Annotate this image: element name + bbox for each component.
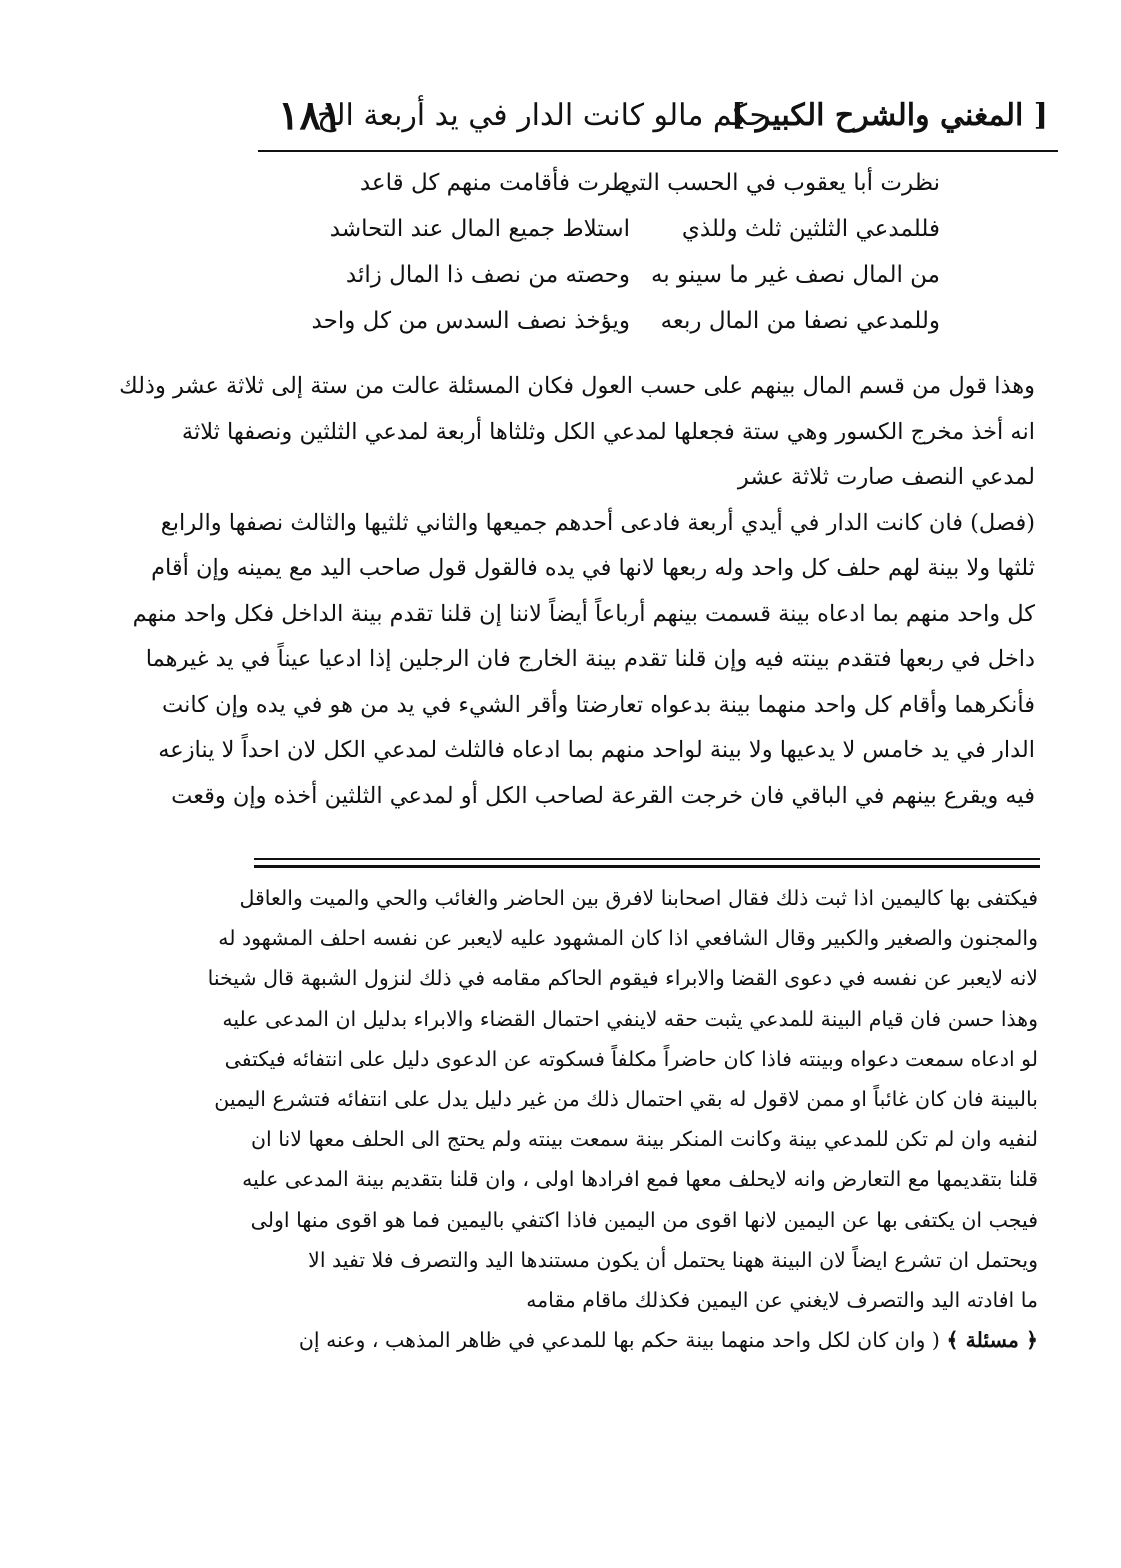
masala-text: ( وان كان لكل واحد منهما بينة حكم بها للمدعي في ظاهر المذهب ، وعنه إن [298, 1328, 940, 1353]
commentary-line: فيكتفى بها كاليمين اذا ثبت ذلك فقال اصحابنا لافرق بين الحاضر والغائب والحي والميت والعاقل [239, 886, 1038, 910]
text-line: لمدعي النصف صارت ثلاثة عشر [737, 464, 1035, 490]
text-line: وهذا قول من قسم المال بينهم على حسب العول فكان المسئلة عالت من ستة إلى ثلاثة عشر وذلك [119, 373, 1035, 399]
verse-second-hemistich: وحصته من نصف ذا المال زائد [345, 262, 630, 288]
verse-first-hemistich: فللمدعي الثلثين ثلث وللذي [681, 216, 940, 242]
text-line: الدار في يد خامس لا يدعيها ولا بينة لواحد منهم بما ادعاه فالثلث لمدعي الكل لان احداً لا ينازعه [158, 737, 1035, 763]
poem-verse [311, 298, 940, 344]
text-line: داخل في ربعها فتقدم بينته فيه وإن قلنا تقدم بينة الخارج فان الرجلين إذا ادعيا عيناً في يد غيرهما [145, 646, 1035, 672]
poem-verse [340, 252, 940, 298]
commentary-line: لو ادعاه سمعت دعواه وبينته فاذا كان حاضراً مكلفاً فسكوته عن الدعوى دليل على انتفائه فيكتفى [224, 1046, 1038, 1071]
verse-first-hemistich: من المال نصف غير ما سينو به [650, 262, 940, 288]
book-title: [ المغني والشرح الكبير ] [731, 98, 1048, 133]
commentary-text [207, 878, 1038, 1360]
section-start-line: (فصل) فان كانت الدار في أيدي أربعة فادعى أحدهم جميعها والثاني ثلثيها والثالث نصفها والرابع [160, 509, 1035, 536]
poem-verse [329, 206, 940, 252]
text-line: ثلثها ولا بينة لهم حلف كل واحد وله ربعها لانها في يده فالقول قول صاحب اليد مع يمينه وإن أقام [151, 555, 1035, 581]
commentary-line: بالبينة فان كان غائباً او ممن لاقول له بقي احتمال ذلك من غير دليل يدل على انتفائه فتشرع اليمين [214, 1086, 1038, 1111]
verse-second-hemistich: ويؤخذ نصف السدس من كل واحد [311, 308, 630, 334]
page-header [258, 92, 1048, 148]
commentary-line: قلنا بتقديمها مع التعارض وانه لايحلف معها فمع افرادها اولى ، وان قلنا بتقديم بينة المدعى عليه [242, 1167, 1038, 1192]
section-separator [254, 858, 1040, 870]
section-title: حكم مالو كانت الدار في يد أربعة الخ [317, 98, 768, 133]
commentary-line: ويحتمل ان تشرع ايضاً لان البينة ههنا يحتمل أن يكون مستندها اليد والتصرف فلا تفيد الا [308, 1247, 1038, 1272]
verse-second-hemistich: طرت فأقامت منهم كل قاعد [359, 170, 630, 196]
text-line: كل واحد منهم بما ادعاه بينة قسمت بينهم أرباعاً أيضاً لاننا إن قلنا تقدم بينة الداخل فكل واحد منهم [132, 600, 1035, 627]
text-line: فيه ويقرع بينهم في الباقي فان خرجت القرعة لصاحب الكل أو لمدعي الثلثين أخذه وإن وقعت [171, 782, 1035, 809]
commentary-line: والمجنون والصغير والكبير وقال الشافعي اذا كان المشهود عليه لايعبر عن نفسه احلف المشهود له [218, 926, 1038, 951]
commentary-line: فيجب ان يكتفى بها عن اليمين لانها اقوى من اليمين فاذا اكتفي باليمين فما هو اقوى منها اولى [250, 1207, 1038, 1232]
commentary-line: لانه لايعبر عن نفسه في دعوى القضا والابراء فيقوم الحاكم مقامه في ذلك لنزول الشبهة قال شيخنا [207, 966, 1038, 991]
verse-first-hemistich: نظرت أبا يعقوب في الحسب التي [620, 170, 940, 196]
commentary-line: وهذا حسن فان قيام البينة للمدعي يثبت حقه لاينفي احتمال القضاء والابراء بدليل ان المدعى عليه [222, 1006, 1038, 1031]
page-number: ١٨١ [278, 92, 343, 139]
commentary-line: لنفيه وان لم تكن للمدعي بينة وكانت المنكر بينة سمعت بينته ولم يحتج الى الحلف معها لانا ان [251, 1127, 1038, 1152]
text-line: انه أخذ مخرج الكسور وهي ستة فجعلها لمدعي الكل وثلثاها أربعة لمدعي الثلثين ونصفها ثلاثة [181, 418, 1035, 445]
text-line: فأنكرهما وأقام كل واحد منهما بينة بدعواه تعارضتا وأقر الشيء في يد من هو في يده وإن كانت [162, 691, 1035, 718]
masala-label: ﴿ مسئلة ﴾ [946, 1328, 1038, 1353]
masala-line [240, 1320, 1038, 1360]
poem-verse [340, 160, 940, 206]
main-text [119, 364, 1035, 819]
commentary-line: ما افادته اليد والتصرف لايغني عن اليمين فكذلك ماقام مقامه [526, 1287, 1038, 1312]
header-rule [258, 150, 1058, 152]
verse-second-hemistich: استلاط جميع المال عند التحاشد [329, 216, 630, 242]
poem-block [311, 160, 940, 344]
verse-first-hemistich: وللمدعي نصفا من المال ربعه [660, 308, 940, 334]
